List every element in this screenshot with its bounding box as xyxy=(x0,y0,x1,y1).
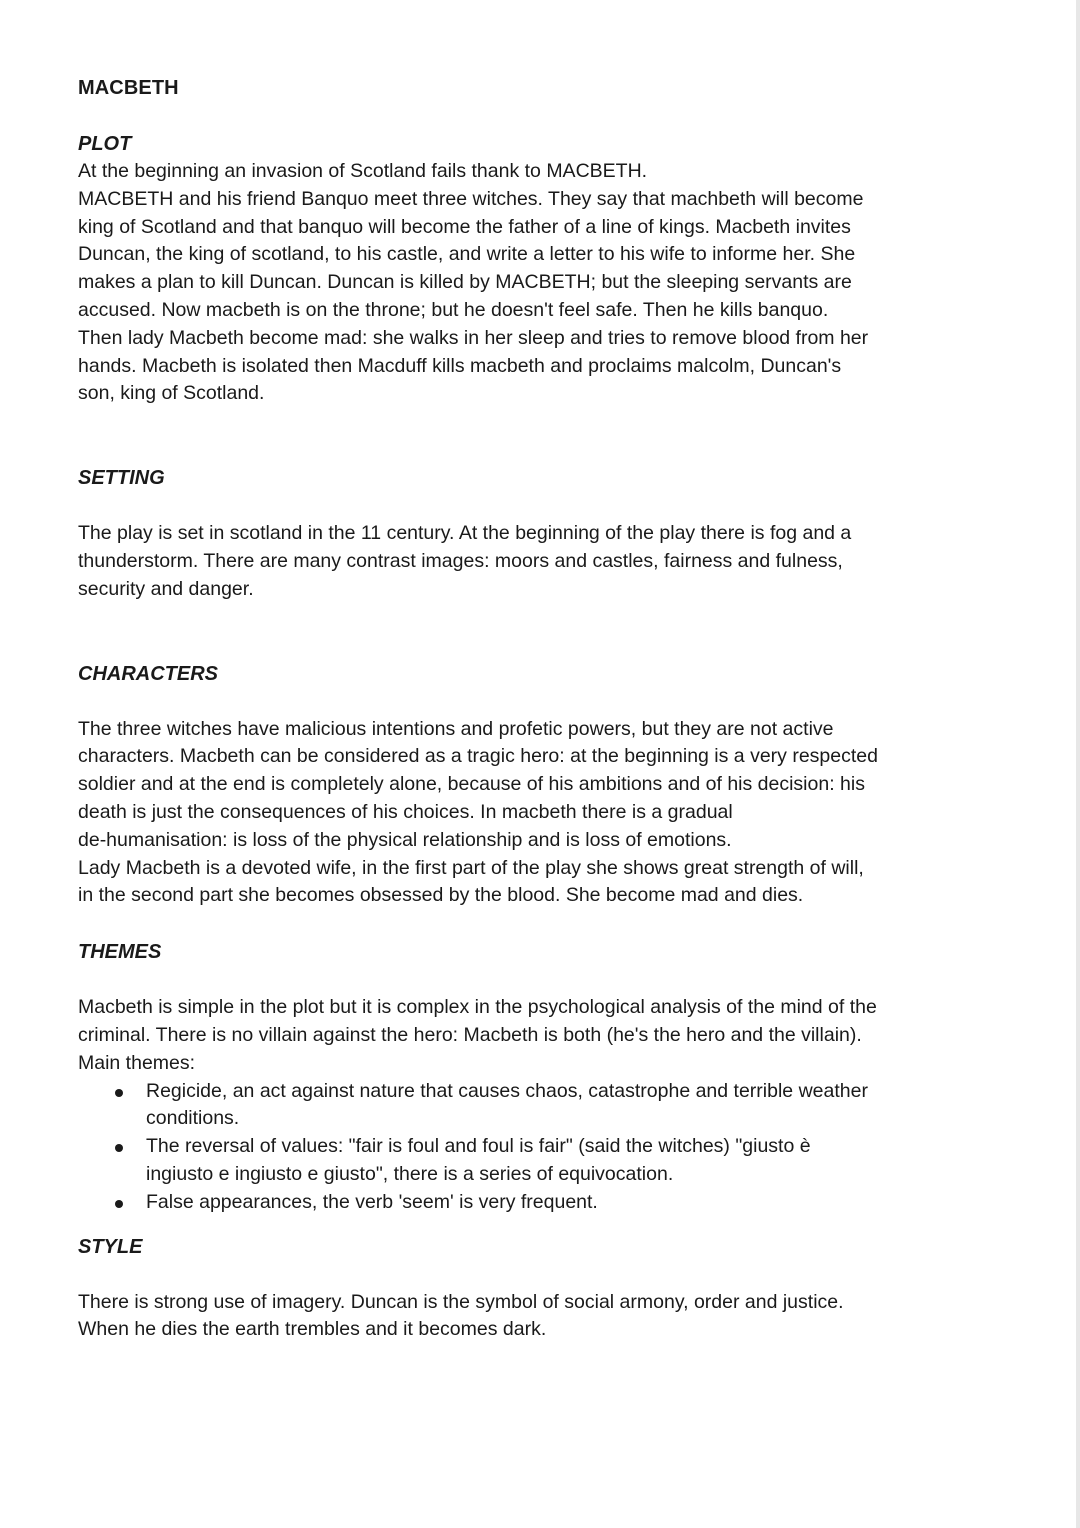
characters-line: Lady Macbeth is a devoted wife, in the first part of the play she shows great strength of will, xyxy=(78,856,864,879)
setting-line: thunderstorm. There are many contrast images: moors and castles, fairness and fulness, xyxy=(78,549,843,572)
plot-line: hands. Macbeth is isolated then Macduff kills macbeth and proclaims malcolm, Duncan's xyxy=(78,354,842,377)
plot-line: At the beginning an invasion of Scotland fails thank to MACBETH. xyxy=(78,160,648,182)
document-title: MACBETH xyxy=(78,77,179,99)
characters-line: death is just the consequences of his choices. In macbeth there is a gradual xyxy=(78,800,733,823)
setting-heading: SETTING xyxy=(78,467,165,490)
style-line: There is strong use of imagery. Duncan is the symbol of social armony, order and justice. xyxy=(78,1290,844,1313)
plot-line: makes a plan to kill Duncan. Duncan is killed by MACBETH; but the sleeping servants are xyxy=(78,271,852,294)
bullet-dot-icon xyxy=(115,1200,123,1208)
themes-line: Main themes: xyxy=(78,1051,196,1074)
characters-line: de-humanisation: is loss of the physical relationship and is loss of emotions. xyxy=(78,828,732,851)
themes-heading: THEMES xyxy=(78,941,162,964)
plot-heading: PLOT xyxy=(78,133,132,155)
bullet-line: False appearances, the verb 'seem' is very frequent. xyxy=(146,1190,598,1213)
themes-bullet-item xyxy=(78,1078,948,1134)
bullet-line: conditions. xyxy=(146,1107,240,1130)
plot-line: son, king of Scotland. xyxy=(78,382,265,405)
style-heading: STYLE xyxy=(78,1235,143,1258)
plot-line: Duncan, the king of scotland, to his castle, and write a letter to his wife to informe her. She xyxy=(78,243,856,266)
characters-line: in the second part she becomes obsessed by the blood. She become mad and dies. xyxy=(78,884,804,907)
style-line: When he dies the earth trembles and it becomes dark. xyxy=(78,1318,547,1341)
themes-line: Macbeth is simple in the plot but it is complex in the psychological analysis of the mind of the xyxy=(78,996,877,1019)
plot-line: Then lady Macbeth become mad: she walks in her sleep and tries to remove blood from her xyxy=(78,326,869,349)
bullet-dot-icon xyxy=(115,1089,123,1097)
themes-bullet-item xyxy=(78,1189,948,1217)
themes-line: criminal. There is no villain against the hero: Macbeth is both (he's the hero and the villain). xyxy=(78,1023,862,1046)
themes-paragraph xyxy=(78,994,948,1077)
setting-line: The play is set in scotland in the 11 century. At the beginning of the play there is fog and a xyxy=(78,522,852,545)
characters-line: The three witches have malicious intentions and profetic powers, but they are not active xyxy=(78,717,834,740)
style-paragraph xyxy=(78,1289,948,1345)
plot-line: king of Scotland and that banquo will become the father of a line of kings. Macbeth invites xyxy=(78,215,851,238)
setting-paragraph xyxy=(78,520,948,603)
characters-paragraph xyxy=(78,716,948,911)
characters-line: characters. Macbeth can be considered as a tragic hero: at the beginning is a very respected xyxy=(78,745,878,768)
themes-bullet-item xyxy=(78,1133,948,1189)
bullet-line: ingiusto e ingiusto e giusto", there is a series of equivocation. xyxy=(146,1162,674,1185)
themes-bullet-list xyxy=(78,1078,948,1217)
plot-paragraph xyxy=(78,158,948,408)
plot-line: accused. Now macbeth is on the throne; but he doesn't feel safe. Then he kills banquo. xyxy=(78,298,829,321)
bullet-line: Regicide, an act against nature that causes chaos, catastrophe and terrible weather xyxy=(146,1079,868,1102)
characters-line: soldier and at the end is completely alone, because of his ambitions and of his decision: his xyxy=(78,773,865,796)
bullet-dot-icon xyxy=(115,1144,123,1152)
bullet-line: The reversal of values: "fair is foul and foul is fair" (said the witches) "giusto è xyxy=(146,1135,811,1158)
setting-line: security and danger. xyxy=(78,577,254,600)
plot-line: MACBETH and his friend Banquo meet three witches. They say that machbeth will become xyxy=(78,187,864,210)
document-content xyxy=(78,74,948,1344)
page-edge xyxy=(1076,0,1080,1528)
characters-heading: CHARACTERS xyxy=(78,662,218,685)
